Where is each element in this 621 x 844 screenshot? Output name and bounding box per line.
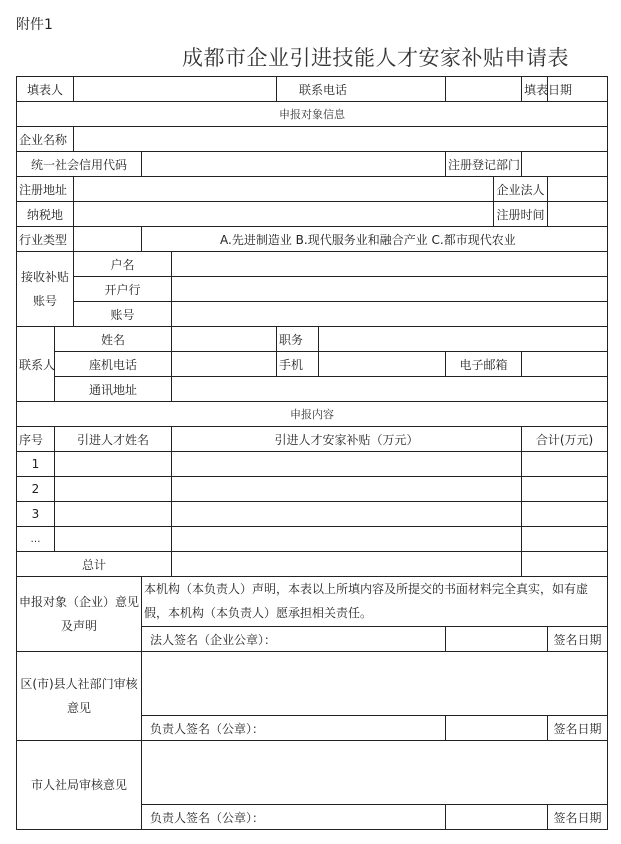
- grand-total-sum[interactable]: [522, 552, 608, 577]
- city-sign-date-label: 签名日期: [548, 805, 608, 830]
- mobile-field[interactable]: [319, 352, 446, 377]
- talent-name-cell[interactable]: [55, 452, 172, 477]
- email-label: 电子邮箱: [446, 352, 522, 377]
- city-sign-field[interactable]: [446, 805, 548, 830]
- phone-field[interactable]: [446, 77, 522, 102]
- application-form: [16, 76, 608, 830]
- tax-place-label: 纳税地: [17, 202, 74, 227]
- company-name-label: 企业名称: [17, 127, 74, 152]
- phone-label: 联系电话: [277, 77, 446, 102]
- subsidy-cell[interactable]: [172, 477, 522, 502]
- account-name-field[interactable]: [172, 252, 608, 277]
- reg-address-field[interactable]: [74, 177, 494, 202]
- talent-name-cell[interactable]: [55, 502, 172, 527]
- contact-label: 联系人: [17, 327, 55, 402]
- legal-sign-field[interactable]: [446, 627, 548, 652]
- total-cell[interactable]: [522, 502, 608, 527]
- total-cell[interactable]: [522, 527, 608, 552]
- col-no-header: 序号: [17, 427, 55, 452]
- bank-label: 开户行: [74, 277, 172, 302]
- annex-label: 附件1: [16, 17, 53, 33]
- district-sign-field[interactable]: [446, 716, 548, 741]
- address-field[interactable]: [172, 377, 608, 402]
- bank-field[interactable]: [172, 277, 608, 302]
- row-number-ellipsis: …: [17, 527, 55, 552]
- subsidy-cell[interactable]: [172, 502, 522, 527]
- subsidy-cell[interactable]: [172, 527, 522, 552]
- account-no-field[interactable]: [172, 302, 608, 327]
- credit-code-label: 统一社会信用代码: [17, 152, 142, 177]
- industry-type-label: 行业类型: [17, 227, 74, 252]
- fill-date-label: 填表日期: [522, 77, 548, 102]
- row-number: 2: [17, 477, 55, 502]
- district-sign-label: 负责人签名（公章）：: [142, 716, 446, 741]
- row-number: 3: [17, 502, 55, 527]
- total-cell[interactable]: [522, 477, 608, 502]
- talent-name-cell[interactable]: [55, 527, 172, 552]
- city-review-field[interactable]: [142, 741, 608, 805]
- position-field[interactable]: [319, 327, 608, 352]
- district-review-field[interactable]: [142, 652, 608, 716]
- grand-total-subsidy[interactable]: [172, 552, 522, 577]
- reg-dept-field[interactable]: [522, 152, 608, 177]
- talent-name-cell[interactable]: [55, 477, 172, 502]
- section-content: 申报内容: [17, 402, 608, 427]
- total-cell[interactable]: [522, 452, 608, 477]
- row-number: 1: [17, 452, 55, 477]
- grand-total-label: 总计: [17, 552, 172, 577]
- credit-code-field[interactable]: [142, 152, 446, 177]
- legal-person-label: 企业法人: [494, 177, 548, 202]
- reg-time-label: 注册时间: [494, 202, 548, 227]
- position-label: 职务: [277, 327, 319, 352]
- account-name-label: 户名: [74, 252, 172, 277]
- declaration-text: 本机构（本负责人）声明，本表以上所填内容及所提交的书面材料完全真实，如有虚假，本机构（本负责人）愿承担相关责任。: [142, 577, 608, 627]
- landline-field[interactable]: [172, 352, 277, 377]
- district-sign-date-label: 签名日期: [548, 716, 608, 741]
- contact-name-field[interactable]: [172, 327, 277, 352]
- account-no-label: 账号: [74, 302, 172, 327]
- sign-date-label: 签名日期: [548, 627, 608, 652]
- mobile-label: 手机: [277, 352, 319, 377]
- legal-sign-label: 法人签名（企业公章）：: [142, 627, 446, 652]
- col-total-header: 合计(万元): [522, 427, 608, 452]
- tax-place-field[interactable]: [74, 202, 494, 227]
- form-title: 成都市企业引进技能人才安家补贴申请表: [182, 46, 569, 70]
- filler-label: 填表人: [17, 77, 74, 102]
- district-review-label: 区(市)县人社部门审核意见: [17, 652, 142, 741]
- col-talent-header: 引进人才姓名: [55, 427, 172, 452]
- landline-label: 座机电话: [55, 352, 172, 377]
- contact-name-label: 姓名: [55, 327, 172, 352]
- section-applicant-info: 申报对象信息: [17, 102, 608, 127]
- industry-type-blank: [74, 227, 142, 252]
- city-review-label: 市人社局审核意见: [17, 741, 142, 830]
- subsidy-cell[interactable]: [172, 452, 522, 477]
- address-label: 通讯地址: [55, 377, 172, 402]
- account-label: 接收补贴账号: [17, 252, 74, 327]
- col-subsidy-header: 引进人才安家补贴（万元）: [172, 427, 522, 452]
- email-field[interactable]: [522, 352, 608, 377]
- reg-address-label: 注册地址: [17, 177, 74, 202]
- city-sign-label: 负责人签名（公章）：: [142, 805, 446, 830]
- legal-person-field[interactable]: [548, 177, 608, 202]
- reg-time-field[interactable]: [548, 202, 608, 227]
- reg-dept-label: 注册登记部门: [446, 152, 522, 177]
- filler-field[interactable]: [74, 77, 277, 102]
- company-name-field[interactable]: [74, 127, 608, 152]
- applicant-opinion-label: 申报对象（企业）意见及声明: [17, 577, 142, 652]
- industry-options[interactable]: A.先进制造业 B.现代服务业和融合产业 C.都市现代农业: [142, 227, 608, 252]
